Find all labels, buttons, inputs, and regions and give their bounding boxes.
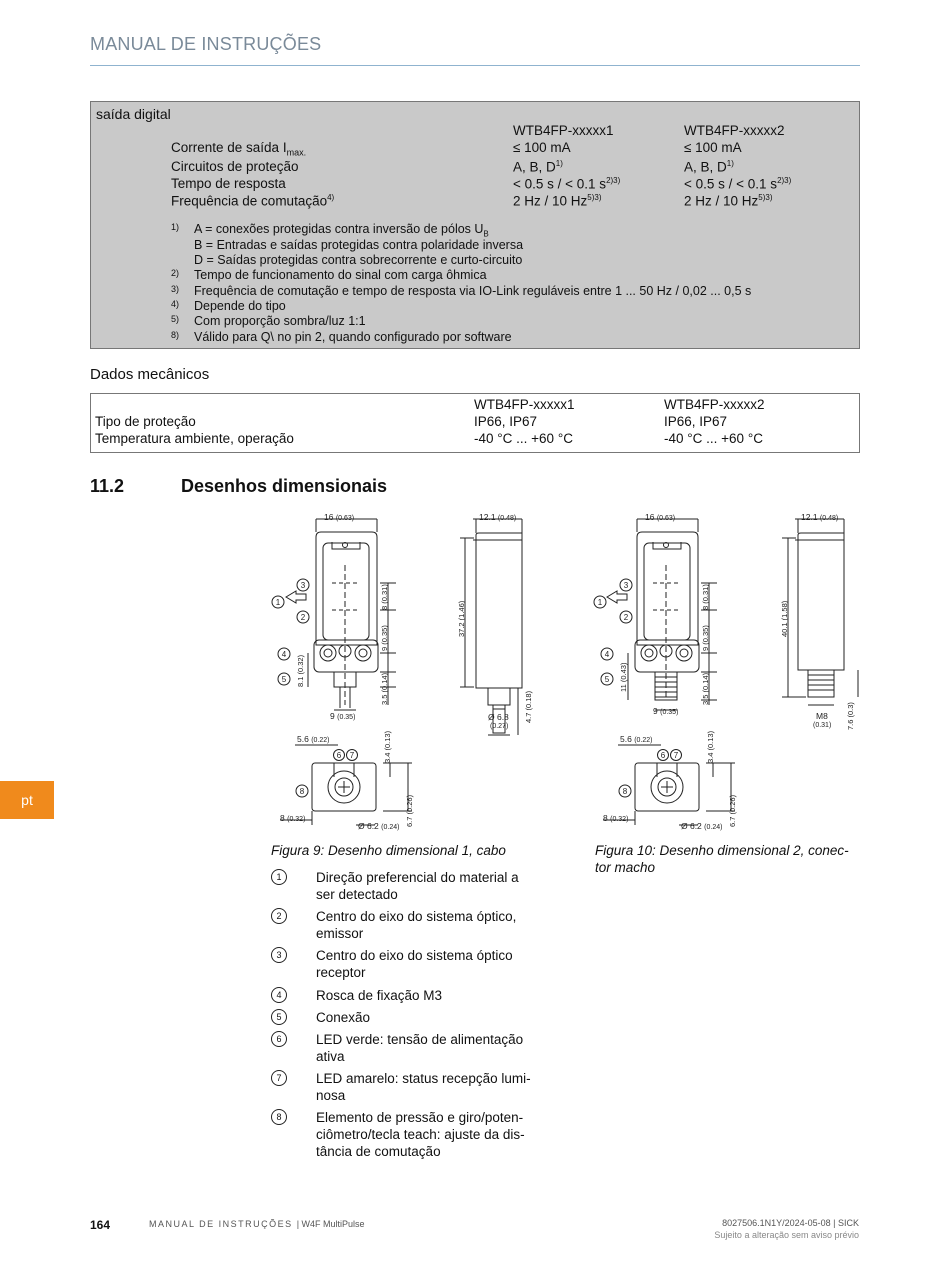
- dimensional-drawings: [260, 505, 870, 840]
- row-label: Tipo de proteção: [95, 414, 196, 429]
- row-label: Tempo de resposta: [171, 176, 286, 191]
- dim-label: 16 (0.63): [324, 512, 355, 522]
- row-value: < 0.5 s / < 0.1 $s^{2)3)}$: [684, 176, 792, 192]
- direction-arrow-icon: [607, 591, 627, 603]
- figure-9-caption: Figura 9: Desenho dimensional 1, cabo: [271, 843, 506, 858]
- dim-label: 9 (0.35): [380, 625, 389, 651]
- dim-label: 3.4 (0.13): [706, 730, 715, 763]
- svg-text:7: 7: [349, 751, 355, 760]
- figure-10-caption-line1: Figura 10: Desenho dimensional 2, conec-: [595, 843, 849, 858]
- row-value: IP66, IP67: [474, 414, 538, 429]
- svg-text:1: 1: [275, 598, 281, 607]
- section-title: Desenhos dimensionais: [181, 476, 388, 496]
- sensor-side-view-connector: [782, 519, 858, 705]
- dim-label: Ø 6.8: [488, 712, 509, 722]
- svg-text:4: 4: [604, 650, 610, 659]
- dim-label: 9 (0.35): [330, 711, 356, 721]
- sensor-side-view-cable: [460, 519, 522, 735]
- column-header-1: WTB4FP-xxxxx1: [474, 397, 575, 412]
- dim-label: 6.7 (0.26): [728, 794, 737, 827]
- row-value: ≤ 100 mA: [513, 140, 571, 155]
- column-header-2: WTB4FP-xxxxx2: [664, 397, 765, 412]
- mechanical-data-title: Dados mecânicos: [90, 366, 210, 383]
- svg-text:8: 8: [299, 787, 305, 796]
- row-value: A, B, $D^{1)}$: [684, 159, 734, 175]
- dim-label: 40.1 (1.58): [780, 600, 789, 637]
- page-number: 164: [90, 1218, 111, 1232]
- dim-label: 12.1 (0.48): [479, 512, 517, 522]
- footnote: D = Saídas protegidas contra sobrecorrente e curto-circuito: [194, 253, 523, 267]
- dim-label: 9 (0.35): [701, 625, 710, 651]
- dim-label: 3.4 (0.13): [383, 730, 392, 763]
- svg-text:5: 5: [281, 675, 287, 684]
- dim-label: Ø 6.2 (0.24): [358, 821, 400, 831]
- mechanical-data-table: [90, 393, 860, 453]
- dim-label: 11 (0.43): [619, 662, 628, 692]
- svg-text:2: 2: [300, 613, 306, 622]
- dim-label: 7.6 (0.3): [846, 702, 855, 730]
- figure-10-caption-line2: tor macho: [595, 860, 656, 875]
- section-label: saída digital: [96, 106, 171, 122]
- dim-label: 8 (0.32): [280, 813, 306, 823]
- language-tab: pt: [0, 781, 54, 819]
- row-label: Corrente de saída $I_{max.}$: [171, 140, 307, 158]
- footer-doc-id: 8027506.1N1Y/2024-05-08 | SICK: [722, 1218, 859, 1228]
- footnote: 1) A = conexões protegidas contra inversão de pólos $U_B$: [171, 222, 489, 239]
- row-value: 2 Hz / 10 $Hz^{5)3)}$: [684, 193, 773, 209]
- svg-text:3: 3: [623, 581, 629, 590]
- footnote: 4) Depende do tipo: [171, 299, 286, 313]
- dim-label: 9 (0.35): [653, 706, 679, 716]
- page-header-title: MANUAL DE INSTRUÇÕES: [90, 34, 322, 54]
- dim-label: 8.1 (0.32): [296, 654, 305, 687]
- dim-label: 6.7 (0.26): [405, 794, 414, 827]
- header-divider: [90, 65, 860, 66]
- column-header-1: WTB4FP-xxxxx1: [513, 123, 614, 138]
- row-value: < 0.5 s / < 0.1 $s^{2)3)}$: [513, 176, 621, 192]
- footnote: B = Entradas e saídas protegidas contra polaridade inversa: [194, 238, 524, 252]
- svg-text:6: 6: [336, 751, 342, 760]
- dim-label: 8 (0.31): [380, 584, 389, 610]
- svg-text:7: 7: [673, 751, 679, 760]
- row-value: 2 Hz / 10 $Hz^{5)3)}$: [513, 193, 602, 209]
- row-value: A, B, $D^{1)}$: [513, 159, 563, 175]
- footnote: 8) Válido para Q\ no pin 2, quando configurado por software: [171, 330, 512, 344]
- dim-label: (0.31): [813, 722, 832, 729]
- svg-text:8: 8: [622, 787, 628, 796]
- section-number: 11.2: [90, 476, 125, 496]
- svg-text:1: 1: [597, 598, 603, 607]
- dim-label: 5.6 (0.22): [620, 734, 653, 744]
- dim-label: Ø 6.2 (0.24): [681, 821, 723, 831]
- svg-text:5: 5: [604, 675, 610, 684]
- footer-note: Sujeito a alteração sem aviso prévio: [714, 1230, 859, 1240]
- row-value: -40 °C ... +60 °C: [664, 431, 763, 446]
- row-label: Temperatura ambiente, operação: [95, 431, 294, 446]
- dim-label: 37.2 (1.46): [457, 600, 466, 637]
- dim-label: 16 (0.63): [645, 512, 676, 522]
- dim-label: 4.7 (0.18): [524, 690, 533, 723]
- dim-label: 12.1 (0.48): [801, 512, 839, 522]
- dim-label: 3.5 (0.14): [701, 672, 710, 705]
- svg-text:6: 6: [660, 751, 666, 760]
- row-value: ≤ 100 mA: [684, 140, 742, 155]
- row-label: Circuitos de proteção: [171, 159, 299, 174]
- dim-label: 5.6 (0.22): [297, 734, 330, 744]
- footnote: 5) Com proporção sombra/luz 1:1: [171, 314, 366, 328]
- row-value: IP66, IP67: [664, 414, 728, 429]
- footnote: 2) Tempo de funcionamento do sinal com carga ôhmica: [171, 268, 487, 282]
- dim-label: M8: [816, 711, 828, 721]
- direction-arrow-icon: [286, 591, 306, 603]
- svg-text:4: 4: [281, 650, 287, 659]
- dim-label: 8 (0.32): [603, 813, 629, 823]
- column-header-2: WTB4FP-xxxxx2: [684, 123, 785, 138]
- dim-label: 3.5 (0.14): [380, 672, 389, 705]
- footer-manual-title: MANUAL DE INSTRUÇÕES | W4F MultiPulse: [149, 1219, 365, 1229]
- dim-label: 8 (0.31): [701, 584, 710, 610]
- digital-output-table: [90, 101, 860, 349]
- dim-label: (0.27): [490, 723, 509, 730]
- row-value: -40 °C ... +60 °C: [474, 431, 573, 446]
- svg-text:3: 3: [300, 581, 306, 590]
- footnote: 3) Frequência de comutação e tempo de resposta via IO-Link reguláveis entre 1 ... 50 Hz / 0,02 ... 0,5 s: [171, 284, 752, 298]
- svg-text:2: 2: [623, 613, 629, 622]
- row-label: Frequência de comutação$^{4)}$: [171, 193, 335, 209]
